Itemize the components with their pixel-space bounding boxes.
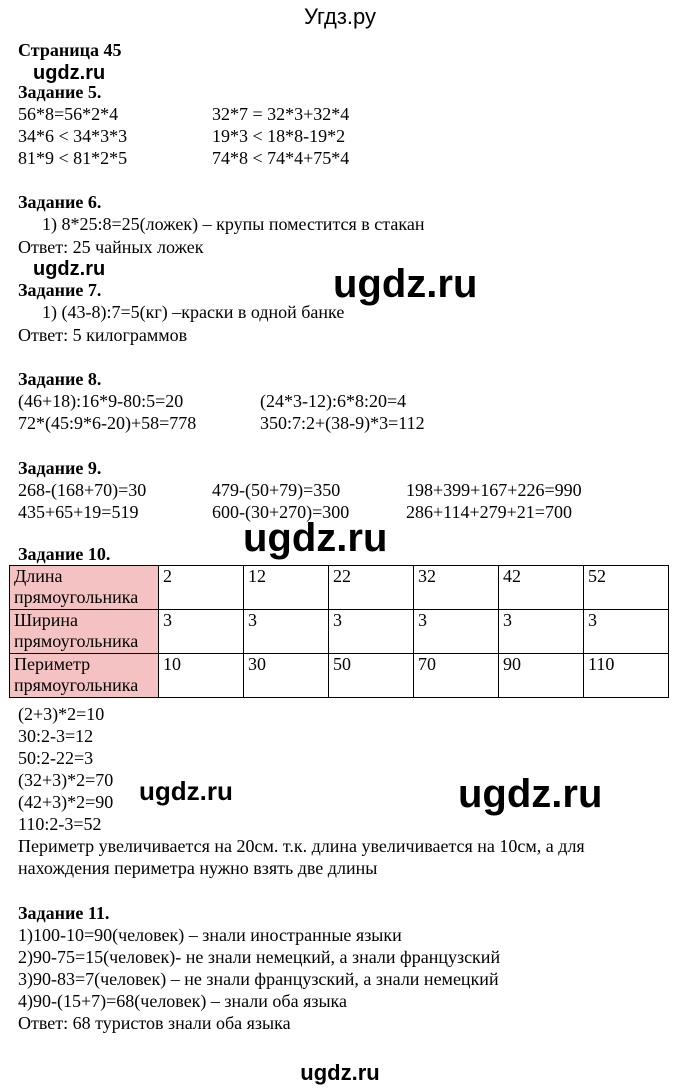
task6-answer: Ответ: 25 чайных ложек — [18, 237, 204, 257]
task11-line-2: 2)90-75=15(человек)- не знали немецкий, а знали французский — [18, 947, 501, 967]
task8-right-1: (24*3-12):6*8:20=4 — [260, 391, 407, 411]
task5-left-2: 34*6 < 34*3*3 — [18, 126, 128, 146]
row-label: Периметр прямоугольника — [10, 654, 159, 698]
table-cell: 90 — [499, 654, 584, 698]
task10-explanation-1: Периметр увеличивается на 20см. т.к. длина увеличивается на 10см, а для — [18, 836, 585, 856]
watermark-footer: ugdz.ru — [300, 1060, 380, 1085]
watermark: ugdz.ru — [33, 258, 106, 280]
task6-title: Задание 6. — [18, 192, 102, 212]
task9-col3-1: 198+399+167+226=990 — [406, 480, 582, 500]
watermark: ugdz.ru — [33, 62, 106, 84]
task8-left-1: (46+18):16*9-80:5=20 — [18, 391, 184, 411]
table-cell: 30 — [244, 654, 329, 698]
task7-title: Задание 7. — [18, 280, 102, 300]
task11-line-3: 3)90-83=7(человек) – не знали французский, а знали немецкий — [18, 969, 499, 989]
watermark: ugdz.ru — [333, 262, 478, 306]
table-cell: 52 — [584, 566, 669, 610]
table-cell: 3 — [244, 610, 329, 654]
table-cell: 22 — [329, 566, 414, 610]
task7-answer: Ответ: 5 килограммов — [18, 325, 188, 345]
task8-right-2: 350:7:2+(38-9)*3=112 — [260, 413, 425, 433]
table-cell: 70 — [414, 654, 499, 698]
task5-right-3: 74*8 < 74*4+75*4 — [212, 148, 350, 168]
site-title: Угдз.ру — [303, 4, 377, 29]
task5-left-1: 56*8=56*2*4 — [18, 104, 119, 124]
table-cell: 3 — [159, 610, 244, 654]
table-row — [10, 610, 669, 654]
task11-line-1: 1)100-10=90(человек) – знали иностранные языки — [18, 925, 402, 945]
task9-col2-1: 479-(50+79)=350 — [212, 480, 341, 500]
task5-right-1: 32*7 = 32*3+32*4 — [212, 104, 350, 124]
task10-calc-6: 110:2-3=52 — [18, 814, 102, 834]
task7-step: 1) (43-8):7=5(кг) –краски в одной банке — [42, 302, 345, 322]
row-label: Длина прямоугольника — [10, 566, 159, 610]
watermark: ugdz.ru — [458, 772, 603, 816]
task10-calc-3: 50:2-22=3 — [18, 748, 94, 768]
page-label: Страница 45 — [18, 40, 122, 60]
rectangle-table — [9, 565, 669, 698]
row-label: Ширина прямоугольника — [10, 610, 159, 654]
watermark: ugdz.ru — [139, 776, 233, 806]
task11-line-4: 4)90-(15+7)=68(человек) – знали оба языка — [18, 991, 348, 1011]
table-cell: 42 — [499, 566, 584, 610]
table-row — [10, 654, 669, 698]
task6-step: 1) 8*25:8=25(ложек) – крупы поместится в стакан — [42, 214, 425, 234]
table-cell: 3 — [499, 610, 584, 654]
task10-calc-5: (42+3)*2=90 — [18, 792, 114, 812]
task10-calc-2: 30:2-3=12 — [18, 726, 94, 746]
watermark: ugdz.ru — [243, 516, 388, 560]
table-row — [10, 566, 669, 610]
task9-col1-1: 268-(168+70)=30 — [18, 480, 147, 500]
table-cell: 2 — [159, 566, 244, 610]
table-cell: 32 — [414, 566, 499, 610]
task9-col3-2: 286+114+279+21=700 — [406, 502, 572, 522]
task8-left-2: 72*(45:9*6-20)+58=778 — [18, 413, 197, 433]
task10-calc-1: (2+3)*2=10 — [18, 704, 105, 724]
table-cell: 10 — [159, 654, 244, 698]
task5-right-2: 19*3 < 18*8-19*2 — [212, 126, 346, 146]
task8-title: Задание 8. — [18, 369, 102, 389]
task9-title: Задание 9. — [18, 458, 102, 478]
task5-left-3: 81*9 < 81*2*5 — [18, 148, 128, 168]
table-cell: 3 — [584, 610, 669, 654]
task5-title: Задание 5. — [18, 82, 102, 102]
table-cell: 110 — [584, 654, 669, 698]
table-cell: 3 — [414, 610, 499, 654]
table-cell: 50 — [329, 654, 414, 698]
task10-explanation-2: нахождения периметра нужно взять две длины — [18, 858, 378, 878]
table-cell: 3 — [329, 610, 414, 654]
table-cell: 12 — [244, 566, 329, 610]
task10-calc-4: (32+3)*2=70 — [18, 770, 114, 790]
task9-col1-2: 435+65+19=519 — [18, 502, 139, 522]
task9-col2-2: 600-(30+270)=300 — [212, 502, 350, 522]
task10-title: Задание 10. — [18, 544, 111, 564]
task11-title: Задание 11. — [18, 903, 110, 923]
task11-answer: Ответ: 68 туристов знали оба языка — [18, 1013, 291, 1033]
